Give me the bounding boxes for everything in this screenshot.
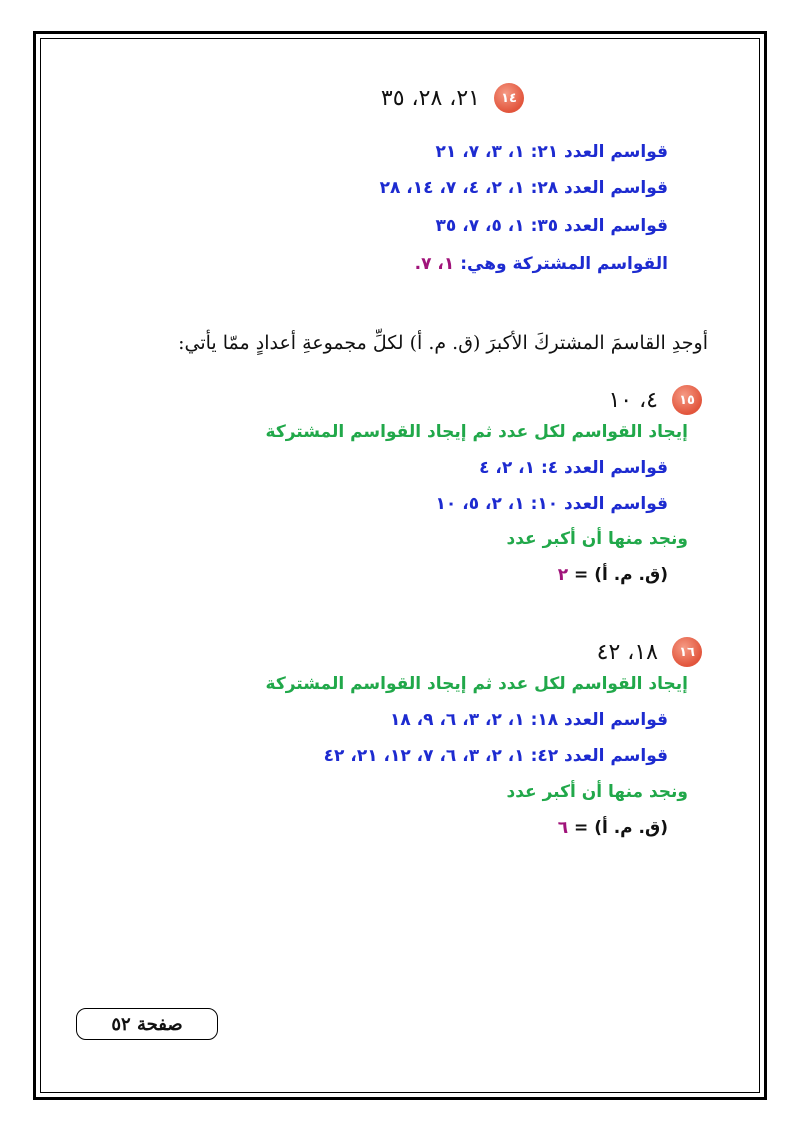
gcf-label: (ق. م. أ) = <box>574 565 668 585</box>
factors-line: قواسم العدد ١٠: ١، ٢، ٥، ١٠ <box>435 494 668 514</box>
common-factors-values: ١، ٧. <box>414 254 455 274</box>
problem-15-header <box>608 385 702 415</box>
conclusion-line: ونجد منها أن أكبر عدد <box>506 782 688 802</box>
gcf-result <box>558 567 668 584</box>
gcf-label: (ق. م. أ) = <box>574 818 668 838</box>
factors-line: قواسم العدد ٤: ١، ٢، ٤ <box>479 458 668 478</box>
conclusion-line: ونجد منها أن أكبر عدد <box>506 529 688 549</box>
problem-16-header <box>597 637 702 667</box>
problem-number-badge: ١٦ <box>672 637 702 667</box>
instruction-heading: أوجدِ القاسمَ المشتركَ الأكبرَ (ق. م. أ) لكلِّ مجموعةِ أعدادٍ ممّا يأتي: <box>178 332 708 354</box>
factors-line: قواسم العدد ٣٥: ١، ٥، ٧، ٣٥ <box>435 216 668 236</box>
page-number-label: صفحة ٥٢ <box>76 1008 218 1040</box>
factors-line: قواسم العدد ١٨: ١، ٢، ٣، ٦، ٩، ١٨ <box>389 710 668 730</box>
gcf-result <box>558 820 668 837</box>
factors-line: قواسم العدد ٤٢: ١، ٢، ٣، ٦، ٧، ١٢، ٢١، ٤٢ <box>323 746 668 766</box>
problem-number-badge: ١٥ <box>672 385 702 415</box>
factors-line: قواسم العدد ٢٨: ١، ٢، ٤، ٧، ١٤، ٢٨ <box>379 178 668 198</box>
method-line: إيجاد القواسم لكل عدد ثم إيجاد القواسم المشتركة <box>265 674 688 694</box>
common-factors-line <box>415 256 668 273</box>
problem-14-header <box>381 83 524 113</box>
gcf-value: ٢ <box>557 565 569 585</box>
problem-numbers: ٤، ١٠ <box>608 387 658 413</box>
problem-numbers: ١٨، ٤٢ <box>596 639 658 665</box>
problem-number-badge: ١٤ <box>494 83 524 113</box>
factors-line: قواسم العدد ٢١: ١، ٣، ٧، ٢١ <box>435 142 668 162</box>
problem-numbers: ٢١، ٢٨، ٣٥ <box>380 85 480 111</box>
common-factors-label: القواسم المشتركة وهي: <box>460 254 668 274</box>
gcf-value: ٦ <box>557 818 569 838</box>
method-line: إيجاد القواسم لكل عدد ثم إيجاد القواسم المشتركة <box>265 422 688 442</box>
